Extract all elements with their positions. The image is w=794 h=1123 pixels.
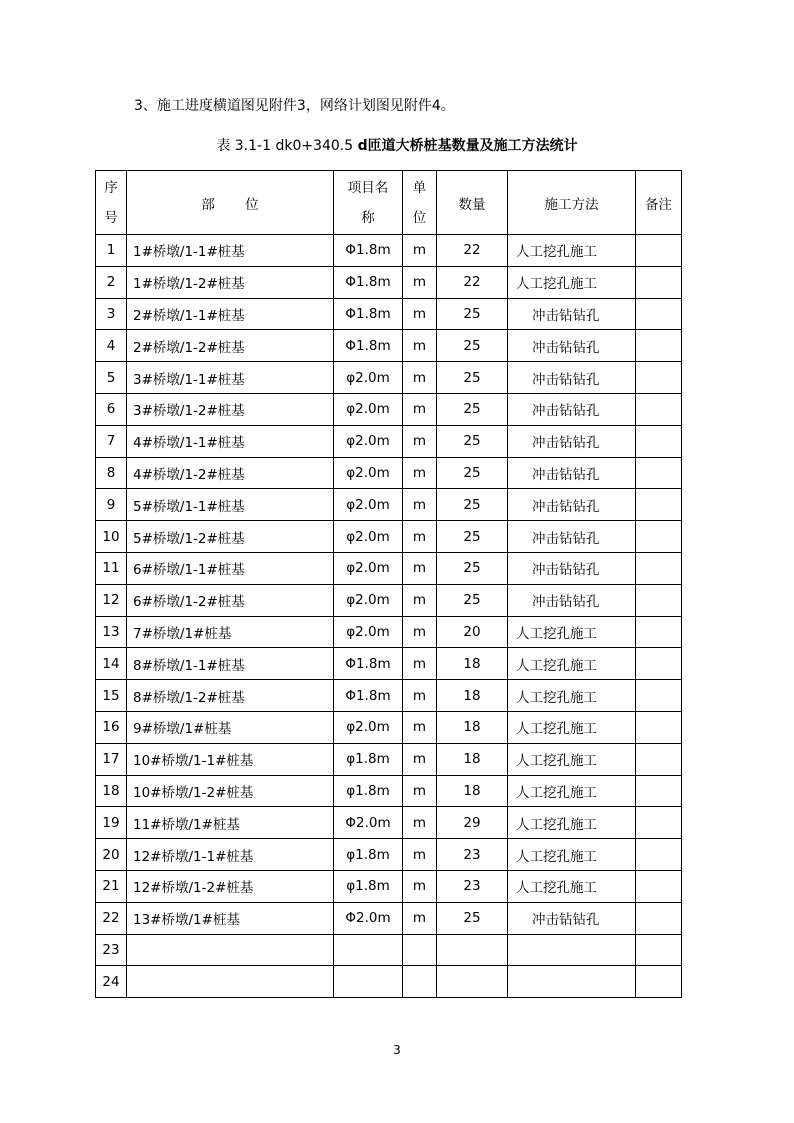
- table-row: [96, 775, 682, 807]
- cell-no: 16: [96, 711, 127, 743]
- cell-location: 2#桥墩/1-1#桩基: [127, 298, 334, 330]
- cell-unit: m: [403, 807, 437, 839]
- cell-item-name: Φ1.8m: [334, 235, 403, 267]
- table-row: [96, 521, 682, 553]
- cell-unit: m: [403, 266, 437, 298]
- cell-unit: m: [403, 393, 437, 425]
- cell-item-name: φ2.0m: [334, 362, 403, 394]
- cell-no: 4: [96, 330, 127, 362]
- cell-item-name: φ2.0m: [334, 457, 403, 489]
- cell-item-name: φ2.0m: [334, 425, 403, 457]
- cell-no: 5: [96, 362, 127, 394]
- cell-location: 10#桥墩/1-2#桩基: [127, 775, 334, 807]
- cell-remark: [636, 743, 682, 775]
- cell-item-name: Φ1.8m: [334, 266, 403, 298]
- cell-no: 19: [96, 807, 127, 839]
- cell-remark: [636, 584, 682, 616]
- table-row: [96, 870, 682, 902]
- cell-method: 人工挖孔施工: [508, 266, 636, 298]
- cell-remark: [636, 393, 682, 425]
- cell-no: 3: [96, 298, 127, 330]
- cell-unit: m: [403, 902, 437, 934]
- cell-unit: m: [403, 839, 437, 871]
- cell-remark: [636, 648, 682, 680]
- cell-quantity: 22: [437, 235, 508, 267]
- body-paragraph: 3、施工进度横道图见附件3，网络计划图见附件4。: [134, 98, 455, 114]
- cell-remark: [636, 330, 682, 362]
- cell-unit: m: [403, 870, 437, 902]
- cell-item-name: φ2.0m: [334, 521, 403, 553]
- cell-no: 18: [96, 775, 127, 807]
- cell-remark: [636, 521, 682, 553]
- cell-quantity: 18: [437, 711, 508, 743]
- cell-quantity: 18: [437, 743, 508, 775]
- cell-method: 冲击钻钻孔: [508, 489, 636, 521]
- cell-no: 8: [96, 457, 127, 489]
- cell-unit: m: [403, 298, 437, 330]
- cell-no: 1: [96, 235, 127, 267]
- cell-remark: [636, 489, 682, 521]
- table-row: [96, 648, 682, 680]
- cell-method: 人工挖孔施工: [508, 235, 636, 267]
- header-location: 部 位: [127, 171, 334, 235]
- cell-item-name: [334, 934, 403, 966]
- cell-unit: m: [403, 584, 437, 616]
- cell-no: 21: [96, 870, 127, 902]
- cell-method: 冲击钻钻孔: [508, 521, 636, 553]
- cell-quantity: [437, 934, 508, 966]
- cell-method: 人工挖孔施工: [508, 743, 636, 775]
- cell-quantity: 25: [437, 902, 508, 934]
- cell-unit: [403, 934, 437, 966]
- cell-location: 6#桥墩/1-2#桩基: [127, 584, 334, 616]
- cell-unit: m: [403, 711, 437, 743]
- header-method: 施工方法: [508, 171, 636, 235]
- cell-item-name: φ2.0m: [334, 489, 403, 521]
- cell-item-name: φ1.8m: [334, 775, 403, 807]
- cell-quantity: 25: [437, 362, 508, 394]
- cell-item-name: Φ1.8m: [334, 298, 403, 330]
- table-row: [96, 362, 682, 394]
- cell-unit: m: [403, 775, 437, 807]
- table-row: [96, 298, 682, 330]
- table-row: [96, 393, 682, 425]
- table-row: [96, 235, 682, 267]
- cell-quantity: 18: [437, 680, 508, 712]
- table-row: [96, 680, 682, 712]
- cell-location: [127, 966, 334, 998]
- cell-no: 7: [96, 425, 127, 457]
- caption-title: d匝道大桥桩基数量及施工方法统计: [357, 138, 578, 154]
- cell-quantity: 23: [437, 870, 508, 902]
- cell-remark: [636, 680, 682, 712]
- page-number: 3: [393, 1043, 401, 1057]
- cell-remark: [636, 775, 682, 807]
- cell-location: 9#桥墩/1#桩基: [127, 711, 334, 743]
- cell-method: 冲击钻钻孔: [508, 902, 636, 934]
- cell-unit: m: [403, 362, 437, 394]
- cell-location: 10#桥墩/1-1#桩基: [127, 743, 334, 775]
- cell-quantity: [437, 966, 508, 998]
- table-row: [96, 807, 682, 839]
- cell-location: 12#桥墩/1-1#桩基: [127, 839, 334, 871]
- cell-item-name: [334, 966, 403, 998]
- cell-quantity: 25: [437, 330, 508, 362]
- cell-location: 3#桥墩/1-1#桩基: [127, 362, 334, 394]
- cell-item-name: φ2.0m: [334, 584, 403, 616]
- cell-no: 20: [96, 839, 127, 871]
- cell-remark: [636, 425, 682, 457]
- table-row: [96, 330, 682, 362]
- cell-no: 17: [96, 743, 127, 775]
- cell-unit: m: [403, 235, 437, 267]
- cell-remark: [636, 839, 682, 871]
- cell-method: 冲击钻钻孔: [508, 552, 636, 584]
- cell-no: 13: [96, 616, 127, 648]
- cell-no: 12: [96, 584, 127, 616]
- cell-unit: m: [403, 489, 437, 521]
- cell-method: 人工挖孔施工: [508, 807, 636, 839]
- cell-location: 4#桥墩/1-2#桩基: [127, 457, 334, 489]
- cell-method: 人工挖孔施工: [508, 680, 636, 712]
- table-row: [96, 457, 682, 489]
- table-row: [96, 552, 682, 584]
- cell-location: 1#桥墩/1-2#桩基: [127, 266, 334, 298]
- table-row: [96, 489, 682, 521]
- cell-location: 3#桥墩/1-2#桩基: [127, 393, 334, 425]
- cell-no: 9: [96, 489, 127, 521]
- cell-quantity: 23: [437, 839, 508, 871]
- cell-unit: m: [403, 743, 437, 775]
- cell-remark: [636, 362, 682, 394]
- cell-item-name: φ1.8m: [334, 839, 403, 871]
- pile-foundation-table: [95, 170, 682, 998]
- cell-no: 22: [96, 902, 127, 934]
- cell-no: 15: [96, 680, 127, 712]
- cell-quantity: 25: [437, 298, 508, 330]
- header-no: 序 号: [96, 171, 127, 235]
- cell-method: [508, 966, 636, 998]
- cell-remark: [636, 552, 682, 584]
- header-remark: 备注: [636, 171, 682, 235]
- cell-quantity: 25: [437, 584, 508, 616]
- cell-quantity: 25: [437, 393, 508, 425]
- header-item-name: 项目名 称: [334, 171, 403, 235]
- cell-unit: m: [403, 457, 437, 489]
- cell-no: 14: [96, 648, 127, 680]
- cell-item-name: Φ1.8m: [334, 648, 403, 680]
- cell-location: 12#桥墩/1-2#桩基: [127, 870, 334, 902]
- cell-method: 人工挖孔施工: [508, 775, 636, 807]
- cell-quantity: 29: [437, 807, 508, 839]
- cell-method: 冲击钻钻孔: [508, 330, 636, 362]
- cell-location: 11#桥墩/1#桩基: [127, 807, 334, 839]
- cell-location: [127, 934, 334, 966]
- cell-unit: m: [403, 616, 437, 648]
- cell-remark: [636, 457, 682, 489]
- cell-quantity: 25: [437, 489, 508, 521]
- header-unit: 单 位: [403, 171, 437, 235]
- cell-method: 冲击钻钻孔: [508, 457, 636, 489]
- cell-item-name: φ2.0m: [334, 616, 403, 648]
- cell-unit: [403, 966, 437, 998]
- cell-unit: m: [403, 521, 437, 553]
- cell-quantity: 18: [437, 775, 508, 807]
- cell-no: 23: [96, 934, 127, 966]
- cell-remark: [636, 235, 682, 267]
- cell-location: 8#桥墩/1-2#桩基: [127, 680, 334, 712]
- cell-unit: m: [403, 330, 437, 362]
- table-row: [96, 584, 682, 616]
- cell-no: 11: [96, 552, 127, 584]
- table-row: [96, 902, 682, 934]
- cell-quantity: 18: [437, 648, 508, 680]
- cell-no: 10: [96, 521, 127, 553]
- cell-no: 24: [96, 966, 127, 998]
- caption-prefix: 表 3.1-1 dk0+340.5: [216, 138, 358, 154]
- cell-method: 冲击钻钻孔: [508, 584, 636, 616]
- cell-quantity: 25: [437, 521, 508, 553]
- table-row: [96, 839, 682, 871]
- cell-item-name: Φ2.0m: [334, 902, 403, 934]
- cell-quantity: 20: [437, 616, 508, 648]
- cell-quantity: 25: [437, 457, 508, 489]
- cell-location: 5#桥墩/1-2#桩基: [127, 521, 334, 553]
- cell-location: 8#桥墩/1-1#桩基: [127, 648, 334, 680]
- table-row: [96, 711, 682, 743]
- header-quantity: 数量: [437, 171, 508, 235]
- cell-item-name: φ2.0m: [334, 393, 403, 425]
- cell-method: 人工挖孔施工: [508, 839, 636, 871]
- cell-quantity: 22: [437, 266, 508, 298]
- cell-quantity: 25: [437, 552, 508, 584]
- cell-remark: [636, 807, 682, 839]
- cell-unit: m: [403, 648, 437, 680]
- table-caption: [0, 135, 794, 155]
- cell-method: [508, 934, 636, 966]
- cell-item-name: Φ1.8m: [334, 680, 403, 712]
- cell-item-name: φ2.0m: [334, 711, 403, 743]
- cell-location: 4#桥墩/1-1#桩基: [127, 425, 334, 457]
- cell-item-name: φ1.8m: [334, 743, 403, 775]
- cell-remark: [636, 266, 682, 298]
- cell-no: 6: [96, 393, 127, 425]
- cell-location: 1#桥墩/1-1#桩基: [127, 235, 334, 267]
- cell-unit: m: [403, 425, 437, 457]
- cell-remark: [636, 902, 682, 934]
- cell-location: 2#桥墩/1-2#桩基: [127, 330, 334, 362]
- cell-remark: [636, 298, 682, 330]
- table-row: [96, 966, 682, 998]
- cell-item-name: Φ2.0m: [334, 807, 403, 839]
- cell-remark: [636, 870, 682, 902]
- cell-method: 冲击钻钻孔: [508, 298, 636, 330]
- cell-quantity: 25: [437, 425, 508, 457]
- cell-method: 人工挖孔施工: [508, 870, 636, 902]
- cell-unit: m: [403, 552, 437, 584]
- cell-remark: [636, 711, 682, 743]
- table-row: [96, 616, 682, 648]
- cell-location: 13#桥墩/1#桩基: [127, 902, 334, 934]
- table-row: [96, 934, 682, 966]
- cell-item-name: φ2.0m: [334, 552, 403, 584]
- cell-unit: m: [403, 680, 437, 712]
- cell-method: 冲击钻钻孔: [508, 393, 636, 425]
- cell-method: 人工挖孔施工: [508, 616, 636, 648]
- table-row: [96, 266, 682, 298]
- cell-location: 7#桥墩/1#桩基: [127, 616, 334, 648]
- cell-location: 6#桥墩/1-1#桩基: [127, 552, 334, 584]
- table-row: [96, 425, 682, 457]
- cell-method: 人工挖孔施工: [508, 711, 636, 743]
- cell-remark: [636, 934, 682, 966]
- table-header-row: [96, 171, 682, 235]
- cell-no: 2: [96, 266, 127, 298]
- cell-method: 冲击钻钻孔: [508, 425, 636, 457]
- cell-location: 5#桥墩/1-1#桩基: [127, 489, 334, 521]
- cell-item-name: Φ1.8m: [334, 330, 403, 362]
- cell-remark: [636, 966, 682, 998]
- table-row: [96, 743, 682, 775]
- cell-method: 冲击钻钻孔: [508, 362, 636, 394]
- cell-item-name: φ1.8m: [334, 870, 403, 902]
- cell-method: 人工挖孔施工: [508, 648, 636, 680]
- cell-remark: [636, 616, 682, 648]
